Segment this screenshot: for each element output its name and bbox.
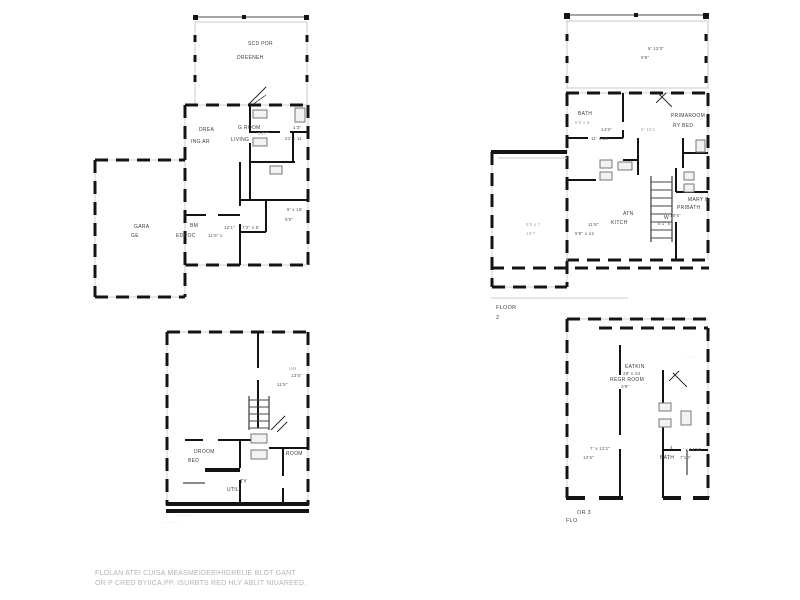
plan3-caption-line-1: ······· ··: [177, 513, 194, 518]
plan1-label-garage-2: GE: [131, 233, 139, 239]
plan2-label-dim-10-6: 10'6": [670, 213, 681, 218]
floor-plan-4: [563, 315, 712, 527]
plan1-label-dining-2: ING AR: [191, 139, 210, 145]
plan3-label-corner-1: UM: [289, 366, 297, 371]
plan1-label-dim-mid-2: 9'0": [285, 217, 294, 222]
plan1-label-dim-right-2: 21' x 11: [285, 136, 302, 141]
plan1-label-dining-1: DREA: [199, 127, 215, 133]
plan1-walls-drawing: [90, 10, 312, 310]
plan2-caption-floor-number: 2: [496, 315, 500, 321]
plan1-label-dim-closet-1: 12'1": [224, 225, 235, 230]
plan2-label-wing-dim-1: 9'2 x 7: [526, 222, 541, 227]
plan2-label-dim-8-15: 8' 15'1: [641, 127, 656, 132]
plan3-label-room: ROOM: [286, 451, 303, 457]
plan3-walls-drawing: [163, 328, 312, 528]
plan1-label-living-1: G ROOM: [238, 125, 261, 131]
plan2-walls-drawing: [488, 10, 712, 332]
disclaimer-text: [95, 569, 335, 588]
plan3-label-corner-3: 11'5": [277, 382, 288, 387]
plan1-label-dim-closet-2: 7'2" x 5': [242, 225, 260, 230]
plan4-label-eatkin: EATKIN: [625, 364, 645, 370]
plan1-label-dim-mid-1: 8' x 16': [287, 207, 303, 212]
plan2-caption-floor: FLOOR: [496, 305, 517, 311]
plan1-label-living-2: LIVING: [231, 137, 250, 143]
plan2-label-wing-dim-2: 14'7: [526, 231, 536, 236]
plan2-label-bath: BATH: [578, 111, 593, 117]
plan2-label-deck-dim-2: 9'6": [641, 55, 650, 60]
plan2-label-primary-2: RY BED: [673, 123, 694, 129]
plan1-label-bedroom-dim: 11'8" x: [208, 233, 223, 238]
floor-plan-3: [163, 328, 312, 528]
plan2-label-primary-1: PRIMAROOM: [671, 113, 706, 119]
plan4-label-dim-12-5: 12'5": [583, 455, 594, 460]
plan2-label-marybath-2: PRIBATH: [677, 205, 701, 211]
floor-plan-1: [90, 10, 312, 310]
plan1-label-bedroom-1: BM: [190, 223, 199, 229]
plan4-caption-line-1: OR 3: [577, 510, 592, 516]
plan4-label-dim-29x23: 29' x 23: [623, 371, 641, 376]
plan4-label-dim-7-10: 7'10": [680, 455, 691, 460]
plan4-label-bath: BATH: [660, 455, 675, 461]
plan4-walls-drawing: [563, 315, 712, 527]
plan3-exterior-walls: [166, 332, 309, 511]
plan4-label-regroom: REGR ROOM: [610, 377, 645, 383]
plan3-label-bedroom-2: BED: [188, 458, 200, 464]
plan3-label-utility-1: TY: [240, 479, 247, 485]
plan2-label-kitchen-1: ATN: [623, 211, 634, 217]
plan2-label-dim-11x15: 11' x 15: [591, 136, 608, 141]
plan1-label-bedroom-2: EDROC: [176, 233, 196, 239]
plan4-label-dim-7x12: 7' x 12'1": [590, 446, 611, 451]
plan4-label-four: 4: [670, 445, 673, 450]
plan3-label-utility-2: UTILI: [227, 487, 241, 493]
disclaimer-line-2: OR P CRED BYIICA.PP. ISURBTS RED HLY ABLIT NIUAREED.: [95, 579, 307, 587]
plan2-label-deck-dim-1: 8' 12'3": [648, 46, 665, 51]
floor-plan-2: [488, 10, 712, 332]
plan1-label-garage-1: GARA: [134, 224, 150, 230]
plan1-label-dim-right-1: 1'3": [293, 125, 302, 130]
plan3-label-corner-2: 13'5": [291, 373, 302, 378]
disclaimer-line-1: FLOLAN ATEI CUISA MEASMEIDEEIHIGRELIE BLOT GANT: [95, 570, 296, 577]
plan2-label-bath-dim: 8'0 x 5': [575, 120, 591, 125]
plan2-label-dim-11-8: 11'8": [588, 222, 599, 227]
plan1-label-porch-1: SCD POR: [248, 41, 273, 47]
plan2-label-kitchen-2: KITCH: [611, 220, 628, 226]
plan4-label-dim-14-10: ' x 14'10: [683, 447, 702, 452]
plan2-label-w: W: [664, 215, 670, 221]
plan2-deck: [564, 13, 709, 88]
plan2-label-dim-9-8: 9'8" x 12: [575, 231, 595, 236]
plan2-label-dim-14-6: 14'6": [601, 127, 612, 132]
plan1-label-porch-2: DREENEH: [237, 55, 264, 61]
plan3-caption-line-2: ···· ···: [164, 520, 178, 525]
plan4-label-side-note: ·· ··: [687, 354, 696, 359]
plan4-label-dim-3-9: 3'9": [621, 384, 630, 389]
plan4-caption-line-2: FLO: [566, 518, 578, 524]
plan3-label-bedroom-1: DROOM: [194, 449, 215, 455]
plan2-label-dim-6-1: 6'1" x: [658, 221, 671, 226]
plan2-label-marybath-1: MARY B: [688, 197, 709, 203]
plan1-label-living-dim: 14'7": [258, 131, 269, 136]
